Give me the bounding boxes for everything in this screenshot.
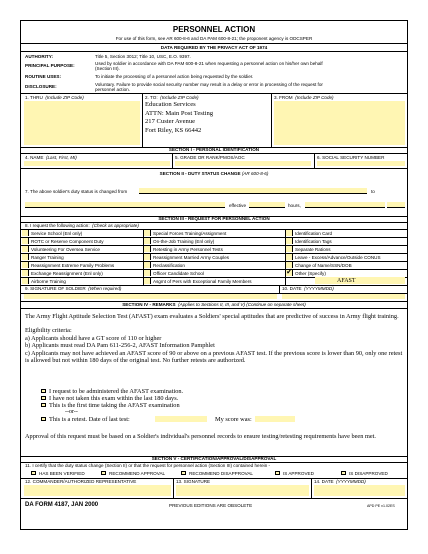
- disclosure-label: DISCLOSURE:: [25, 84, 57, 89]
- request-checkbox[interactable]: [144, 270, 151, 276]
- apd-version: APD PE v1.02ES: [367, 504, 395, 508]
- request-checkbox[interactable]: [22, 238, 29, 244]
- routine-uses-label: ROUTINE USES:: [25, 74, 61, 79]
- request-option-label: ROTC or Reserve Component Duty: [31, 238, 104, 244]
- check-text: I have not taken this exam within the last 180 days.: [49, 395, 179, 402]
- form-title: PERSONNEL ACTION: [172, 25, 256, 34]
- request-option-label: Special Forces Training/Assignment: [153, 230, 227, 236]
- section-2-heading: SECTION II - DUTY STATUS CHANGE (AR 600-8-6): [159, 171, 269, 176]
- request-checkbox[interactable]: [286, 230, 293, 236]
- soldier-date-label: 10. DATE (YYYYMMDD): [282, 286, 334, 291]
- request-option-label: Service School (Enl only): [31, 230, 83, 236]
- soldier-date-field[interactable]: [282, 294, 405, 299]
- request-checkbox[interactable]: [286, 246, 293, 252]
- checkbox-not-taken[interactable]: [41, 396, 46, 400]
- request-checkbox[interactable]: [144, 230, 151, 236]
- checkbox-disapproved[interactable]: [341, 471, 346, 475]
- duty-from-field[interactable]: [139, 188, 367, 194]
- request-checkbox[interactable]: [22, 246, 29, 252]
- eligibility-label: Eligibility criteria:: [25, 327, 72, 335]
- form-id: DA FORM 4187, JAN 2000: [25, 502, 99, 508]
- to-address-field[interactable]: [145, 101, 269, 145]
- remarks-final: Approval of this request must be based on a Soldier's individual's personnel records to ensure testing/retesting requirements have been met.: [25, 433, 376, 440]
- personnel-action-form: [20, 20, 408, 530]
- section-3-heading: SECTION III - REQUEST FOR PERSONNEL ACTION: [158, 216, 270, 221]
- disclosure-text-2: personnel action.: [95, 87, 130, 92]
- request-checkbox[interactable]: [144, 238, 151, 244]
- grade-label: 5. GRADE OR RANK/PMOS/AOC: [175, 155, 245, 160]
- request-option-label: Separate Rations: [295, 246, 331, 252]
- soldier-signature-field[interactable]: [24, 294, 277, 299]
- opt-approved: IS APPROVED: [283, 471, 314, 476]
- remarks-body[interactable]: [25, 313, 403, 364]
- request-option-label: On-the-Job Training (Enl only): [153, 238, 215, 244]
- purpose-label: PRINCIPAL PURPOSE:: [25, 63, 75, 68]
- authority-label: AUTHORITY:: [25, 54, 53, 59]
- request-option-label: Retesting in Army Personnel Tests: [153, 246, 223, 252]
- request-checkbox[interactable]: [22, 278, 29, 284]
- request-checkbox[interactable]: [144, 246, 151, 252]
- to-address-line: Fort Riley, KS 66442: [145, 126, 202, 134]
- duty-to-field[interactable]: [25, 202, 225, 208]
- certify-line: 11. I certify that the duty status change (Section II) or that the request for personnel action (Section III) contained herein -: [25, 463, 271, 468]
- request-checkbox[interactable]: [22, 254, 29, 260]
- other-specify-value: AFAST: [337, 278, 356, 284]
- hours-field-end[interactable]: [387, 202, 405, 208]
- to-address-line: Education Services: [145, 101, 196, 108]
- request-checkbox[interactable]: [144, 262, 151, 268]
- purpose-text: Used by soldier in accordance with DA PAM 600-8-21 when requesting a personnel action on his/her own behalf: [95, 61, 323, 66]
- name-field[interactable]: [24, 161, 170, 166]
- last-test-date-field[interactable]: [155, 416, 207, 422]
- request-checkbox[interactable]: [22, 230, 29, 236]
- check-text: This is the first time taking the AFAST examination: [49, 402, 180, 409]
- commander-name-field[interactable]: [24, 485, 171, 496]
- other-specify-field[interactable]: [315, 277, 405, 284]
- duty-to-word: to: [371, 189, 375, 194]
- thru-field[interactable]: [24, 101, 140, 145]
- obsolete-note: PREVIOUS EDITIONS ARE OBSOLETE: [169, 503, 253, 508]
- remarks-intro: The Army Flight Aptitude Selection Test (AFAST) exam evaluates a Soldiers' special aptitudes that are predictive of success in Army flight training.: [25, 313, 399, 320]
- ssn-label: 6. SOCIAL SECURITY NUMBER: [317, 155, 385, 160]
- to-label: 2. TO: (Include ZIP Code): [145, 95, 199, 100]
- criteria-item: a) Applicants should have a GT score of 110 or higher: [25, 334, 162, 342]
- request-checkbox[interactable]: [144, 278, 151, 284]
- to-address-line: 217 Custer Avenue: [145, 118, 196, 126]
- score-label: My score was:: [215, 416, 252, 423]
- request-checkbox[interactable]: [286, 238, 293, 244]
- checkbox-recommend-disapproval[interactable]: [181, 471, 186, 475]
- opt-disapproved: IS DISAPPROVED: [349, 471, 388, 476]
- request-option-label: Exchange Reassignment (Enl only): [31, 270, 103, 276]
- commander-signature-field[interactable]: [176, 485, 309, 496]
- request-option-label: Identification Tags: [295, 238, 332, 244]
- name-label: 4. NAME (Last, First, MI): [25, 155, 77, 160]
- to-address-line: ATTN: Main Post Testing: [145, 109, 214, 117]
- hours-label: hours,: [288, 203, 301, 208]
- grade-field[interactable]: [175, 161, 311, 166]
- effective-field[interactable]: [249, 202, 285, 208]
- opt-recommend-disapproval: RECOMMEND DISAPPROVAL: [189, 471, 253, 476]
- request-checkbox[interactable]: [22, 270, 29, 276]
- opt-verified: HAS BEEN VERIFIED: [39, 471, 85, 476]
- request-checkbox[interactable]: [144, 254, 151, 260]
- commander-date-label: 14. DATE (YYYYMMDD): [314, 479, 366, 484]
- opt-recommend-approval: RECOMMEND APPROVAL: [109, 471, 166, 476]
- score-field[interactable]: [255, 416, 295, 422]
- checkbox-approved[interactable]: [275, 471, 280, 475]
- request-checkbox[interactable]: [286, 254, 293, 260]
- check-mark-icon: ✓: [286, 267, 293, 276]
- commander-label: 12. COMMANDER/AUTHORIZED REPRESENTATIVE: [25, 479, 137, 484]
- request-option-label: Other (Specify): [295, 270, 326, 276]
- section-5-heading: SECTION V - CERTIFICATION/APPROVAL/DISAPPROVAL: [151, 456, 277, 461]
- retest-text: This is a retest. Date of last test:: [49, 416, 130, 423]
- form-subtitle: For use of this form, see AR 600-8-6 and DA PAM 600-8-21; the proponent agency is ODCSPER: [115, 36, 313, 41]
- commander-signature-label: 13. SIGNATURE: [176, 479, 211, 484]
- from-field[interactable]: [274, 101, 405, 145]
- checkbox-request-exam[interactable]: [41, 389, 46, 393]
- disclosure-text: Voluntary. Failure to provide social security number may result in a delay or error in processing of the request for: [95, 82, 323, 87]
- request-option-label: Identification Card: [295, 230, 333, 236]
- effective-label: effective: [229, 203, 247, 208]
- section-1-heading: SECTION I - PERSONAL IDENTIFICATION: [168, 147, 260, 152]
- request-option-label: Leave - Excess/Advance/Outside CONUS: [295, 254, 381, 260]
- or-separator: --or--: [65, 409, 78, 415]
- duty-status-line: 7. The above soldier's duty status is changed from: [25, 189, 128, 194]
- commander-date-field[interactable]: [314, 485, 405, 496]
- ssn-field[interactable]: [317, 161, 405, 166]
- request-option-label: Reclassification: [153, 262, 185, 268]
- check-text: I request to be administered the AFAST examination.: [49, 388, 184, 395]
- checkbox-first-time[interactable]: [41, 403, 46, 407]
- request-option-label: Officer Candidate School: [153, 270, 204, 276]
- authority-text: Title 5, Section 3012; Title 10, USC, E.O. 9397.: [95, 54, 191, 59]
- routine-uses-text: To initiate the processing of a personnel action being requested by the soldier.: [95, 74, 254, 79]
- request-option-label: Volunteering For Oversea Service: [31, 246, 100, 252]
- thru-label: 1. THRU (Include ZIP Code): [25, 95, 84, 100]
- soldier-signature-label: 9. SIGNATURE OF SOLDIER (When required): [25, 286, 122, 291]
- from-label: 3. FROM (Include ZIP Code): [274, 95, 334, 100]
- request-option-label: Change of Name/SSN/DOB: [295, 262, 352, 268]
- request-checkbox[interactable]: [22, 262, 29, 268]
- privacy-act-heading: DATA REQUIRED BY THE PRIVACY ACT OF 1974: [160, 45, 268, 50]
- checkbox-verified[interactable]: [31, 471, 36, 475]
- criteria-item: c) Applicants may not have achieved an AFAST score of 90 or above on a previous AFAST test. If the previous score is lower than 90, only one retest is allowed but not within 180 days of the original test. No further retests are authorized.: [25, 349, 403, 365]
- purpose-text-2: (Section III).: [95, 66, 120, 71]
- criteria-item: b) Applicants must read DA Pam 611-256-2, AFAST Information Pamphlet: [25, 342, 215, 350]
- request-option-label: Airborne Training: [31, 278, 66, 284]
- request-label: 8. I request the following action: (Check as appropriate): [25, 223, 139, 228]
- request-option-label: Asgmt of Pers with Exceptional Family Members: [153, 278, 252, 284]
- checkbox-recommend-approval[interactable]: [101, 471, 106, 475]
- request-option-label: Reassignment Married Army Couples: [153, 254, 230, 260]
- section-4-heading: SECTION IV - REMARKS (Applies to Sections II, III, and V) (Continue on separate sheet): [122, 302, 306, 307]
- request-option-label: Ranger Training: [31, 254, 64, 260]
- hours-field[interactable]: [305, 202, 385, 208]
- request-option-label: Reassignment Extreme Family Problems: [31, 262, 115, 268]
- checkbox-retest[interactable]: [41, 417, 46, 421]
